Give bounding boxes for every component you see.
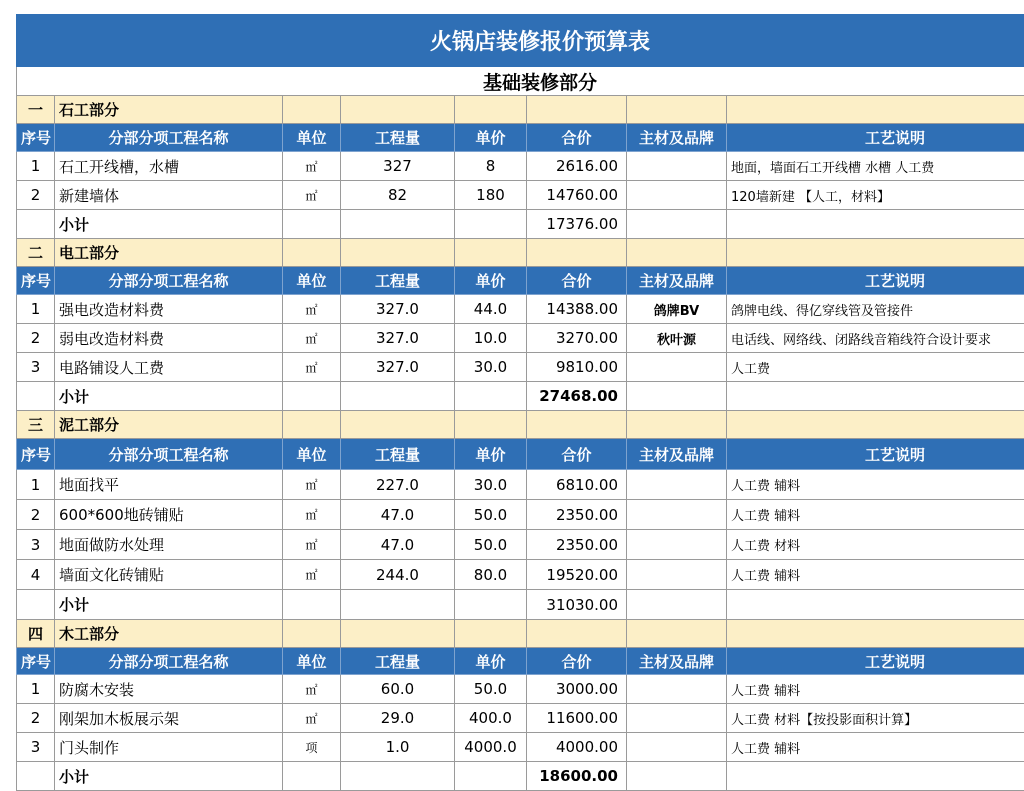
unit-cell: ㎡ bbox=[283, 470, 341, 500]
total-cell: 14388.00 bbox=[527, 295, 627, 324]
unit-price-cell: 50.0 bbox=[455, 675, 527, 704]
section-name: 电工部分 bbox=[55, 239, 283, 267]
row-index: 2 bbox=[17, 181, 55, 210]
brand-cell: 鸽牌BV bbox=[627, 295, 727, 324]
subtotal-value: 27468.00 bbox=[527, 382, 627, 411]
total-cell: 2616.00 bbox=[527, 152, 627, 181]
empty-cell bbox=[341, 382, 455, 411]
empty-cell bbox=[341, 590, 455, 620]
table-row bbox=[17, 353, 1024, 382]
column-header-row bbox=[17, 267, 1024, 295]
sheet-title: 火锅店装修报价预算表 bbox=[17, 15, 1024, 67]
header-process-note: 工艺说明 bbox=[727, 648, 1024, 675]
column-header-row bbox=[17, 648, 1024, 675]
header-item-name: 分部分项工程名称 bbox=[55, 439, 283, 470]
total-cell: 4000.00 bbox=[527, 733, 627, 762]
table-row bbox=[17, 560, 1024, 590]
subtotal-label: 小计 bbox=[55, 590, 283, 620]
process-note-cell: 地面，墙面石工开线槽 水槽 人工费 bbox=[727, 152, 1024, 181]
quantity-cell: 1.0 bbox=[341, 733, 455, 762]
empty-cell bbox=[455, 590, 527, 620]
header-unit: 单位 bbox=[283, 124, 341, 152]
subtotal-row bbox=[17, 590, 1024, 620]
empty-cell bbox=[455, 382, 527, 411]
unit-price-cell: 44.0 bbox=[455, 295, 527, 324]
total-cell: 2350.00 bbox=[527, 500, 627, 530]
quantity-cell: 327.0 bbox=[341, 324, 455, 353]
header-brand: 主材及品牌 bbox=[627, 439, 727, 470]
section-row bbox=[17, 411, 1024, 439]
empty-cell bbox=[283, 210, 341, 239]
header-brand: 主材及品牌 bbox=[627, 267, 727, 295]
header-index: 序号 bbox=[17, 267, 55, 295]
brand-cell bbox=[627, 353, 727, 382]
empty-cell bbox=[455, 96, 527, 124]
item-name: 弱电改造材料费 bbox=[55, 324, 283, 353]
subtotal-label: 小计 bbox=[55, 210, 283, 239]
unit-price-cell: 180 bbox=[455, 181, 527, 210]
subtotal-value: 18600.00 bbox=[527, 762, 627, 791]
empty-cell bbox=[17, 210, 55, 239]
empty-cell bbox=[727, 210, 1024, 239]
empty-cell bbox=[283, 411, 341, 439]
empty-cell bbox=[627, 382, 727, 411]
unit-cell: ㎡ bbox=[283, 530, 341, 560]
empty-cell bbox=[527, 96, 627, 124]
unit-cell: ㎡ bbox=[283, 353, 341, 382]
brand-cell bbox=[627, 675, 727, 704]
empty-cell bbox=[341, 620, 455, 648]
total-cell: 14760.00 bbox=[527, 181, 627, 210]
item-name: 强电改造材料费 bbox=[55, 295, 283, 324]
unit-price-cell: 80.0 bbox=[455, 560, 527, 590]
empty-cell bbox=[455, 210, 527, 239]
unit-price-cell: 30.0 bbox=[455, 353, 527, 382]
unit-price-cell: 50.0 bbox=[455, 500, 527, 530]
brand-cell bbox=[627, 704, 727, 733]
brand-cell bbox=[627, 500, 727, 530]
table-row bbox=[17, 675, 1024, 704]
header-brand: 主材及品牌 bbox=[627, 648, 727, 675]
column-header-row bbox=[17, 439, 1024, 470]
unit-cell: ㎡ bbox=[283, 704, 341, 733]
empty-cell bbox=[341, 210, 455, 239]
column-header-row bbox=[17, 124, 1024, 152]
empty-cell bbox=[341, 96, 455, 124]
header-unit: 单位 bbox=[283, 648, 341, 675]
subtotal-value: 17376.00 bbox=[527, 210, 627, 239]
title-row bbox=[17, 15, 1024, 67]
table-row bbox=[17, 470, 1024, 500]
empty-cell bbox=[527, 620, 627, 648]
header-item-name: 分部分项工程名称 bbox=[55, 648, 283, 675]
section-name: 石工部分 bbox=[55, 96, 283, 124]
table-row bbox=[17, 530, 1024, 560]
process-note-cell: 人工费 材料 bbox=[727, 530, 1024, 560]
total-cell: 6810.00 bbox=[527, 470, 627, 500]
process-note-cell: 鸽牌电线、得亿穿线管及管接件 bbox=[727, 295, 1024, 324]
table-row bbox=[17, 704, 1024, 733]
total-cell: 9810.00 bbox=[527, 353, 627, 382]
total-cell: 2350.00 bbox=[527, 530, 627, 560]
row-index: 2 bbox=[17, 324, 55, 353]
header-unit-price: 单价 bbox=[455, 124, 527, 152]
header-total: 合价 bbox=[527, 439, 627, 470]
table-row bbox=[17, 152, 1024, 181]
quantity-cell: 82 bbox=[341, 181, 455, 210]
empty-cell bbox=[17, 762, 55, 791]
quantity-cell: 60.0 bbox=[341, 675, 455, 704]
unit-price-cell: 10.0 bbox=[455, 324, 527, 353]
empty-cell bbox=[627, 411, 727, 439]
item-name: 刚架加木板展示架 bbox=[55, 704, 283, 733]
section-row bbox=[17, 96, 1024, 124]
process-note-cell: 人工费 辅料 bbox=[727, 733, 1024, 762]
row-index: 1 bbox=[17, 470, 55, 500]
header-unit-price: 单价 bbox=[455, 267, 527, 295]
header-quantity: 工程量 bbox=[341, 124, 455, 152]
empty-cell bbox=[727, 411, 1024, 439]
subtotal-row bbox=[17, 382, 1024, 411]
empty-cell bbox=[627, 239, 727, 267]
table-row bbox=[17, 324, 1024, 353]
item-name: 地面做防水处理 bbox=[55, 530, 283, 560]
total-cell: 19520.00 bbox=[527, 560, 627, 590]
subtitle-row bbox=[17, 67, 1024, 96]
empty-cell bbox=[527, 239, 627, 267]
empty-cell bbox=[627, 96, 727, 124]
unit-cell: ㎡ bbox=[283, 560, 341, 590]
brand-cell bbox=[627, 152, 727, 181]
process-note-cell: 人工费 辅料 bbox=[727, 470, 1024, 500]
header-index: 序号 bbox=[17, 124, 55, 152]
empty-cell bbox=[455, 762, 527, 791]
item-name: 墙面文化砖铺贴 bbox=[55, 560, 283, 590]
empty-cell bbox=[527, 411, 627, 439]
empty-cell bbox=[341, 762, 455, 791]
unit-cell: ㎡ bbox=[283, 324, 341, 353]
quantity-cell: 227.0 bbox=[341, 470, 455, 500]
header-total: 合价 bbox=[527, 267, 627, 295]
total-cell: 3000.00 bbox=[527, 675, 627, 704]
empty-cell bbox=[283, 762, 341, 791]
subtotal-label: 小计 bbox=[55, 762, 283, 791]
subtotal-value: 31030.00 bbox=[527, 590, 627, 620]
item-name: 门头制作 bbox=[55, 733, 283, 762]
empty-cell bbox=[727, 239, 1024, 267]
unit-cell: ㎡ bbox=[283, 152, 341, 181]
section-name: 木工部分 bbox=[55, 620, 283, 648]
process-note-cell: 人工费 材料【按投影面积计算】 bbox=[727, 704, 1024, 733]
section-row bbox=[17, 239, 1024, 267]
unit-price-cell: 30.0 bbox=[455, 470, 527, 500]
header-quantity: 工程量 bbox=[341, 648, 455, 675]
empty-cell bbox=[627, 590, 727, 620]
table-row bbox=[17, 500, 1024, 530]
empty-cell bbox=[17, 590, 55, 620]
quantity-cell: 327.0 bbox=[341, 295, 455, 324]
header-unit: 单位 bbox=[283, 439, 341, 470]
brand-cell: 秋叶源 bbox=[627, 324, 727, 353]
unit-price-cell: 4000.0 bbox=[455, 733, 527, 762]
empty-cell bbox=[283, 590, 341, 620]
item-name: 地面找平 bbox=[55, 470, 283, 500]
empty-cell bbox=[455, 239, 527, 267]
unit-cell: ㎡ bbox=[283, 181, 341, 210]
row-index: 3 bbox=[17, 353, 55, 382]
header-index: 序号 bbox=[17, 648, 55, 675]
header-unit-price: 单价 bbox=[455, 648, 527, 675]
empty-cell bbox=[627, 620, 727, 648]
item-name: 600*600地砖铺贴 bbox=[55, 500, 283, 530]
empty-cell bbox=[455, 620, 527, 648]
header-item-name: 分部分项工程名称 bbox=[55, 267, 283, 295]
header-quantity: 工程量 bbox=[341, 267, 455, 295]
row-index: 2 bbox=[17, 500, 55, 530]
quantity-cell: 244.0 bbox=[341, 560, 455, 590]
quote-sheet bbox=[16, 14, 1006, 791]
item-name: 石工开线槽，水槽 bbox=[55, 152, 283, 181]
process-note-cell: 120墙新建 【人工，材料】 bbox=[727, 181, 1024, 210]
header-process-note: 工艺说明 bbox=[727, 124, 1024, 152]
row-index: 1 bbox=[17, 675, 55, 704]
quantity-cell: 327.0 bbox=[341, 353, 455, 382]
brand-cell bbox=[627, 530, 727, 560]
row-index: 1 bbox=[17, 152, 55, 181]
empty-cell bbox=[627, 762, 727, 791]
sheet-subtitle: 基础装修部分 bbox=[17, 67, 1024, 96]
unit-cell: ㎡ bbox=[283, 675, 341, 704]
header-unit-price: 单价 bbox=[455, 439, 527, 470]
empty-cell bbox=[727, 382, 1024, 411]
header-brand: 主材及品牌 bbox=[627, 124, 727, 152]
unit-price-cell: 400.0 bbox=[455, 704, 527, 733]
empty-cell bbox=[627, 210, 727, 239]
quantity-cell: 47.0 bbox=[341, 500, 455, 530]
section-row bbox=[17, 620, 1024, 648]
header-unit: 单位 bbox=[283, 267, 341, 295]
empty-cell bbox=[283, 96, 341, 124]
header-index: 序号 bbox=[17, 439, 55, 470]
empty-cell bbox=[727, 762, 1024, 791]
header-total: 合价 bbox=[527, 648, 627, 675]
table-row bbox=[17, 733, 1024, 762]
section-number: 一 bbox=[17, 96, 55, 124]
header-process-note: 工艺说明 bbox=[727, 439, 1024, 470]
subtotal-label: 小计 bbox=[55, 382, 283, 411]
empty-cell bbox=[341, 411, 455, 439]
quantity-cell: 29.0 bbox=[341, 704, 455, 733]
empty-cell bbox=[727, 620, 1024, 648]
section-number: 二 bbox=[17, 239, 55, 267]
brand-cell bbox=[627, 181, 727, 210]
total-cell: 11600.00 bbox=[527, 704, 627, 733]
process-note-cell: 电话线、网络线、闭路线音箱线符合设计要求 bbox=[727, 324, 1024, 353]
unit-cell: ㎡ bbox=[283, 295, 341, 324]
quantity-cell: 327 bbox=[341, 152, 455, 181]
header-quantity: 工程量 bbox=[341, 439, 455, 470]
unit-price-cell: 8 bbox=[455, 152, 527, 181]
row-index: 4 bbox=[17, 560, 55, 590]
header-total: 合价 bbox=[527, 124, 627, 152]
empty-cell bbox=[727, 590, 1024, 620]
process-note-cell: 人工费 bbox=[727, 353, 1024, 382]
unit-cell: 项 bbox=[283, 733, 341, 762]
empty-cell bbox=[283, 620, 341, 648]
section-number: 四 bbox=[17, 620, 55, 648]
table-row bbox=[17, 295, 1024, 324]
empty-cell bbox=[727, 96, 1024, 124]
row-index: 2 bbox=[17, 704, 55, 733]
empty-cell bbox=[283, 382, 341, 411]
section-number: 三 bbox=[17, 411, 55, 439]
empty-cell bbox=[455, 411, 527, 439]
process-note-cell: 人工费 辅料 bbox=[727, 500, 1024, 530]
quote-table bbox=[16, 14, 1024, 791]
process-note-cell: 人工费 辅料 bbox=[727, 675, 1024, 704]
empty-cell bbox=[283, 239, 341, 267]
header-item-name: 分部分项工程名称 bbox=[55, 124, 283, 152]
empty-cell bbox=[341, 239, 455, 267]
brand-cell bbox=[627, 560, 727, 590]
quantity-cell: 47.0 bbox=[341, 530, 455, 560]
brand-cell bbox=[627, 733, 727, 762]
item-name: 防腐木安装 bbox=[55, 675, 283, 704]
unit-price-cell: 50.0 bbox=[455, 530, 527, 560]
subtotal-row bbox=[17, 762, 1024, 791]
section-name: 泥工部分 bbox=[55, 411, 283, 439]
total-cell: 3270.00 bbox=[527, 324, 627, 353]
unit-cell: ㎡ bbox=[283, 500, 341, 530]
row-index: 3 bbox=[17, 733, 55, 762]
row-index: 3 bbox=[17, 530, 55, 560]
subtotal-row bbox=[17, 210, 1024, 239]
table-row bbox=[17, 181, 1024, 210]
row-index: 1 bbox=[17, 295, 55, 324]
item-name: 新建墙体 bbox=[55, 181, 283, 210]
process-note-cell: 人工费 辅料 bbox=[727, 560, 1024, 590]
empty-cell bbox=[17, 382, 55, 411]
brand-cell bbox=[627, 470, 727, 500]
header-process-note: 工艺说明 bbox=[727, 267, 1024, 295]
item-name: 电路铺设人工费 bbox=[55, 353, 283, 382]
